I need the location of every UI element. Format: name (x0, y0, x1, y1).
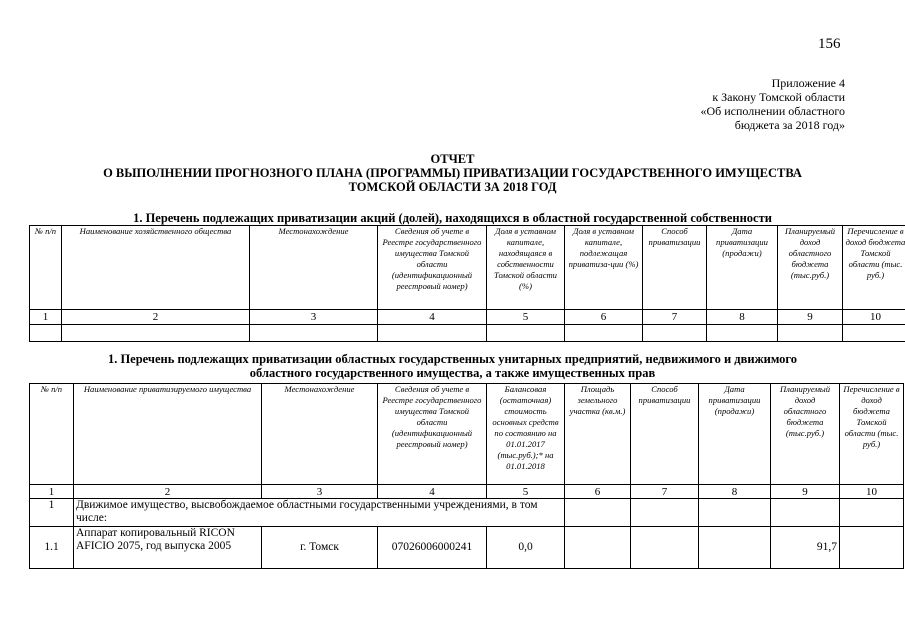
column-number: 10 (843, 310, 905, 325)
header-cell: Доля в уставном капитале, находящаяся в собственности Томской области (%) (487, 226, 565, 310)
item-method (631, 527, 699, 569)
column-number: 3 (250, 310, 378, 325)
column-number: 4 (378, 485, 487, 499)
property-table (29, 383, 904, 569)
header-cell: Перечисление в доход бюджета Томской области (тыс. руб.) (843, 226, 905, 310)
header-cell: Балансовая (остаточная) стоимость основных средств по состоянию на 01.01.2017 (тыс.руб.);* на 01.01.2018 (487, 384, 565, 485)
appendix-line-2: к Закону Томской области (712, 90, 845, 104)
report-subtitle-line-1: О ВЫПОЛНЕНИИ ПРОГНОЗНОГО ПЛАНА (ПРОГРАММЫ) ПРИВАТИЗАЦИИ ГОСУДАРСТВЕННОГО ИМУЩЕСТВА (103, 166, 802, 180)
item-date (699, 527, 771, 569)
empty-cell (250, 325, 378, 342)
column-number: 3 (262, 485, 378, 499)
header-cell: № п/п (30, 384, 74, 485)
item-balance-value: 0,0 (487, 527, 565, 569)
header-cell: Планируемый доход областного бюджета (тыс.руб.) (778, 226, 843, 310)
section2-title-line-2: областного государственного имущества, а также имущественных прав (249, 366, 656, 380)
empty-cell (487, 325, 565, 342)
group-description: Движимое имущество, высвобождаемое областными государственными учреждениями, в том числе: (74, 499, 565, 527)
section2-title-line-1: 1. Перечень подлежащих приватизации областных государственных унитарных предприятий, недвижимого и движимого (107, 352, 798, 366)
empty-cell (707, 325, 778, 342)
header-cell: Площадь земельного участка (кв.м.) (565, 384, 631, 485)
empty-cell (699, 499, 771, 527)
section2-title (30, 352, 875, 380)
item-area (565, 527, 631, 569)
report-title: ОТЧЕТ (430, 152, 475, 166)
shares-table (29, 225, 905, 342)
appendix-line-4: бюджета за 2018 год» (734, 118, 845, 132)
header-cell: Способ приватизации (631, 384, 699, 485)
shares-table-numbering-row (30, 310, 905, 325)
empty-cell (62, 325, 250, 342)
header-cell: Наименование хозяйственного общества (62, 226, 250, 310)
header-cell: Доля в уставном капитале, подлежащая приватиза-ции (%) (565, 226, 643, 310)
empty-cell (565, 499, 631, 527)
empty-cell (631, 499, 699, 527)
column-number: 8 (707, 310, 778, 325)
item-transferred (840, 527, 904, 569)
group-number: 1 (30, 499, 74, 527)
column-number: 1 (30, 485, 74, 499)
shares-table-empty-row (30, 325, 905, 342)
empty-cell (30, 325, 62, 342)
item-location: г. Томск (262, 527, 378, 569)
header-cell: № п/п (30, 226, 62, 310)
column-number: 10 (840, 485, 904, 499)
item-registry-number: 07026006000241 (378, 527, 487, 569)
report-subtitle-line-2: ТОМСКОЙ ОБЛАСТИ ЗА 2018 ГОД (348, 180, 557, 194)
header-cell: Местонахождение (262, 384, 378, 485)
empty-cell (643, 325, 707, 342)
table-row (30, 527, 904, 569)
page-number: 156 (818, 36, 841, 52)
column-number: 6 (565, 310, 643, 325)
header-cell: Местонахождение (250, 226, 378, 310)
empty-cell (843, 325, 905, 342)
column-number: 6 (565, 485, 631, 499)
property-table-numbering-row (30, 485, 904, 499)
column-number: 7 (643, 310, 707, 325)
column-number: 5 (487, 310, 565, 325)
item-planned-income: 91,7 (771, 527, 840, 569)
column-number: 9 (778, 310, 843, 325)
appendix-line-1: Приложение 4 (771, 76, 845, 90)
column-number: 7 (631, 485, 699, 499)
empty-cell (778, 325, 843, 342)
header-cell: Планируемый доход областного бюджета (тыс.руб.) (771, 384, 840, 485)
header-cell: Сведения об учете в Реестре государственного имущества Томской области (идентификационный реестровый номер) (378, 384, 487, 485)
header-cell: Дата приватизации (продажи) (707, 226, 778, 310)
column-number: 2 (62, 310, 250, 325)
item-name: Аппарат копировальный RICON AFICIO 2075, год выпуска 2005 (74, 527, 262, 569)
empty-cell (378, 325, 487, 342)
column-number: 5 (487, 485, 565, 499)
header-cell: Дата приватизации (продажи) (699, 384, 771, 485)
column-number: 1 (30, 310, 62, 325)
column-number: 8 (699, 485, 771, 499)
column-number: 4 (378, 310, 487, 325)
report-heading (30, 152, 875, 194)
header-cell: Перечисление в доход бюджета Томской области (тыс. руб.) (840, 384, 904, 485)
property-group-row (30, 499, 904, 527)
appendix-note (700, 76, 845, 132)
column-number: 9 (771, 485, 840, 499)
property-table-header-row (30, 384, 904, 485)
empty-cell (840, 499, 904, 527)
appendix-line-3: «Об исполнении областного (700, 104, 845, 118)
header-cell: Сведения об учете в Реестре государственного имущества Томской области (идентификационный реестровый номер) (378, 226, 487, 310)
shares-table-header-row (30, 226, 905, 310)
header-cell: Способ приватизации (643, 226, 707, 310)
column-number: 2 (74, 485, 262, 499)
section1-title: 1. Перечень подлежащих приватизации акций (долей), находящихся в областной государственной собственности (133, 211, 772, 225)
empty-cell (771, 499, 840, 527)
header-cell: Наименование приватизируемого имущества (74, 384, 262, 485)
item-number: 1.1 (30, 527, 74, 569)
empty-cell (565, 325, 643, 342)
